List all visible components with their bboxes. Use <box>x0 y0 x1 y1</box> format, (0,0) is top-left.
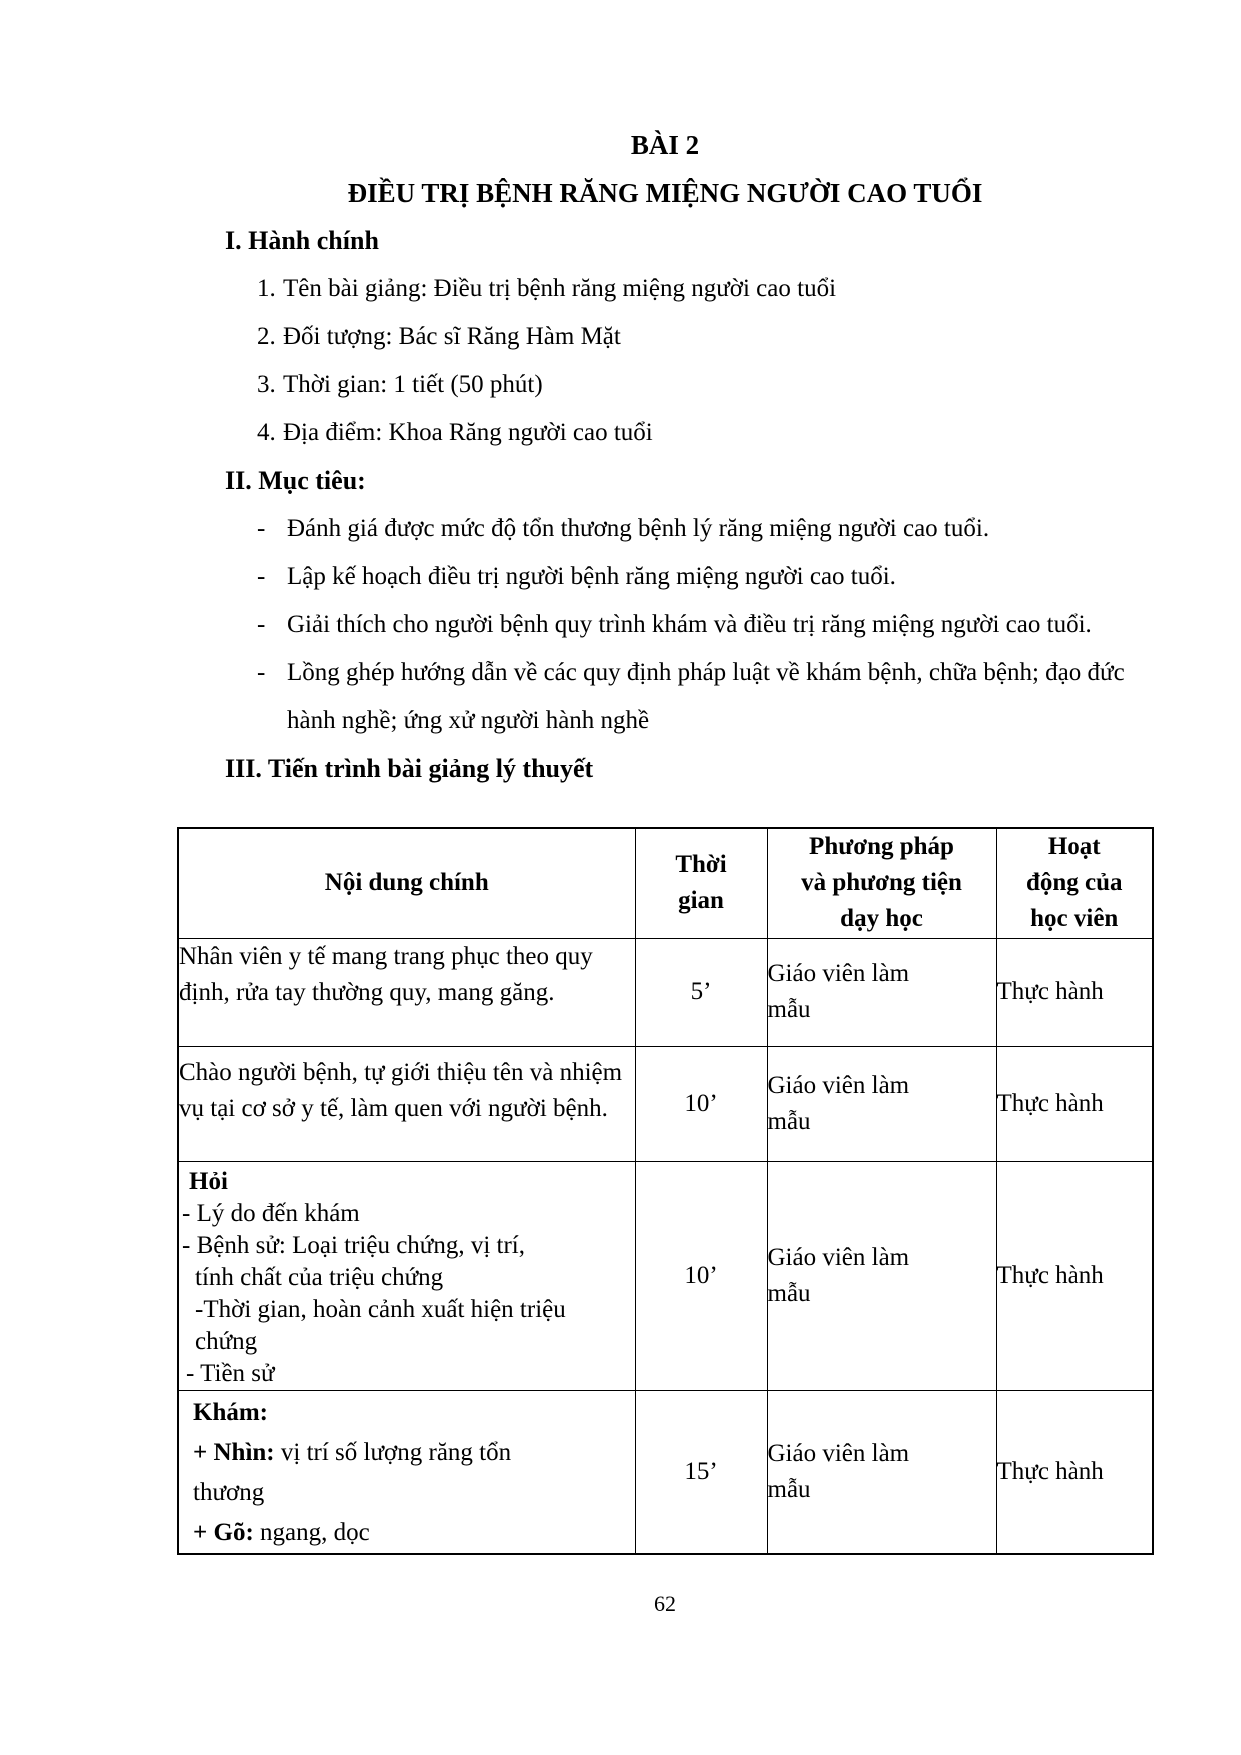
method-line: Giáo viên làm <box>767 1071 910 1099</box>
content-line: - Tiền sử <box>186 1359 275 1387</box>
lesson-title: ĐIỀU TRỊ BỆNH RĂNG MIỆNG NGƯỜI CAO TUỔI <box>347 178 983 208</box>
bullet-marker: - <box>257 515 266 542</box>
list-item-2 <box>177 313 1153 361</box>
cell-time: 10’ <box>635 1046 767 1161</box>
header-line: và phương tiện <box>801 869 962 897</box>
header-line: động của <box>1025 869 1123 897</box>
content-line: tính chất của triệu chứng <box>195 1263 444 1291</box>
cell-method <box>767 1046 996 1161</box>
section-3-heading: III. Tiến trình bài giảng lý thuyết <box>225 754 594 783</box>
cell-content: Chào người bệnh, tự giới thiệu tên và nhiệm vụ tại cơ sở y tế, làm quen với người bệnh. <box>178 1046 635 1161</box>
bullet-text: Lập kế hoạch điều trị người bệnh răng miệng người cao tuổi. <box>287 563 896 590</box>
content-line: -Thời gian, hoàn cảnh xuất hiện triệu <box>195 1295 566 1323</box>
method-line: Giáo viên làm <box>767 1243 910 1271</box>
cell-activity: Thực hành <box>996 1161 1153 1390</box>
table-row <box>178 1390 1153 1554</box>
content-label: + Nhìn: <box>193 1438 275 1466</box>
bullet-text: Đánh giá được mức độ tổn thương bệnh lý răng miệng người cao tuổi. <box>287 515 990 542</box>
header-line: dạy học <box>840 905 923 933</box>
cell-method <box>767 1390 996 1554</box>
list-item-4 <box>177 409 1153 457</box>
header-cell-time <box>635 828 767 938</box>
list-item-text: Thời gian: 1 tiết (50 phút) <box>283 371 543 398</box>
bullet-item-2 <box>177 553 1153 601</box>
method-line: Giáo viên làm <box>767 1439 910 1467</box>
method-line: mẫu <box>767 1475 811 1503</box>
content-text: ngang, dọc <box>253 1518 370 1546</box>
cell-content <box>178 1161 635 1390</box>
page-number: 62 <box>654 1590 676 1616</box>
table-row <box>178 938 1153 1046</box>
section-1-heading: I. Hành chính <box>225 226 379 255</box>
cell-time: 10’ <box>635 1161 767 1390</box>
bullet-item-3 <box>177 601 1153 649</box>
bullet-item-1 <box>177 505 1153 553</box>
table-header-row <box>178 828 1153 938</box>
lesson-number-title: BÀI 2 <box>630 130 700 160</box>
table-row <box>178 1161 1153 1390</box>
cell-method <box>767 1161 996 1390</box>
content-line: Hỏi <box>189 1167 228 1195</box>
content-line: - Lý do đến khám <box>182 1199 360 1227</box>
list-marker: 1. <box>257 275 276 302</box>
list-marker: 4. <box>257 419 276 446</box>
header-line: học viên <box>1030 905 1119 933</box>
list-item-3 <box>177 361 1153 409</box>
cell-activity: Thực hành <box>996 1390 1153 1554</box>
header-line: Nội dung chính <box>324 869 489 897</box>
list-marker: 2. <box>257 323 276 350</box>
bullet-marker: - <box>257 611 266 638</box>
content-line <box>179 1393 635 1433</box>
bullet-item-4 <box>177 649 1153 745</box>
cell-time: 15’ <box>635 1390 767 1554</box>
content-line: thương <box>193 1478 265 1506</box>
content-label: Khám: <box>193 1398 268 1426</box>
content-line: - Bệnh sử: Loại triệu chứng, vị trí, <box>182 1231 526 1259</box>
document-content <box>177 0 1153 1628</box>
header-line: Hoạt <box>1047 833 1101 861</box>
bullet-text: Lồng ghép hướng dẫn về các quy định pháp luật về khám bệnh, chữa bệnh; đạo đức hành nghề; ứng xử người hành nghề <box>287 659 1125 734</box>
method-line: Giáo viên làm <box>767 960 910 987</box>
cell-method <box>767 938 996 1046</box>
method-line: mẫu <box>767 996 811 1023</box>
content-line: chứng <box>195 1327 258 1355</box>
header-cell-content <box>178 828 635 938</box>
header-line: gian <box>678 887 724 915</box>
content-text: vị trí số lượng răng tổn <box>274 1438 512 1466</box>
content-line <box>179 1513 635 1553</box>
section-2-heading: II. Mục tiêu: <box>225 466 366 495</box>
cell-content: Nhân viên y tế mang trang phục theo quy định, rửa tay thường quy, mang găng. <box>178 938 635 1046</box>
content-label: + Gõ: <box>193 1518 254 1546</box>
content-line <box>179 1433 635 1473</box>
cell-activity: Thực hành <box>996 938 1153 1046</box>
list-item-text: Tên bài giảng: Điều trị bệnh răng miệng người cao tuổi <box>283 275 837 302</box>
header-cell-activity <box>996 828 1153 938</box>
cell-activity: Thực hành <box>996 1046 1153 1161</box>
header-line: Phương pháp <box>809 833 954 861</box>
header-cell-method <box>767 828 996 938</box>
list-item-text: Đối tượng: Bác sĩ Răng Hàm Mặt <box>283 323 621 350</box>
method-line: mẫu <box>767 1107 811 1135</box>
bullet-marker: - <box>257 659 266 686</box>
bullet-text: Giải thích cho người bệnh quy trình khám và điều trị răng miệng người cao tuổi. <box>287 611 1092 638</box>
header-line: Thời <box>675 851 727 879</box>
list-item-1 <box>177 265 1153 313</box>
method-line: mẫu <box>767 1279 811 1307</box>
table-row <box>178 1046 1153 1161</box>
list-item-text: Địa điểm: Khoa Răng người cao tuổi <box>283 419 653 446</box>
bullet-marker: - <box>257 563 266 590</box>
lesson-plan-table <box>177 827 1154 1555</box>
cell-time: 5’ <box>635 938 767 1046</box>
cell-content <box>178 1390 635 1554</box>
list-marker: 3. <box>257 371 276 398</box>
